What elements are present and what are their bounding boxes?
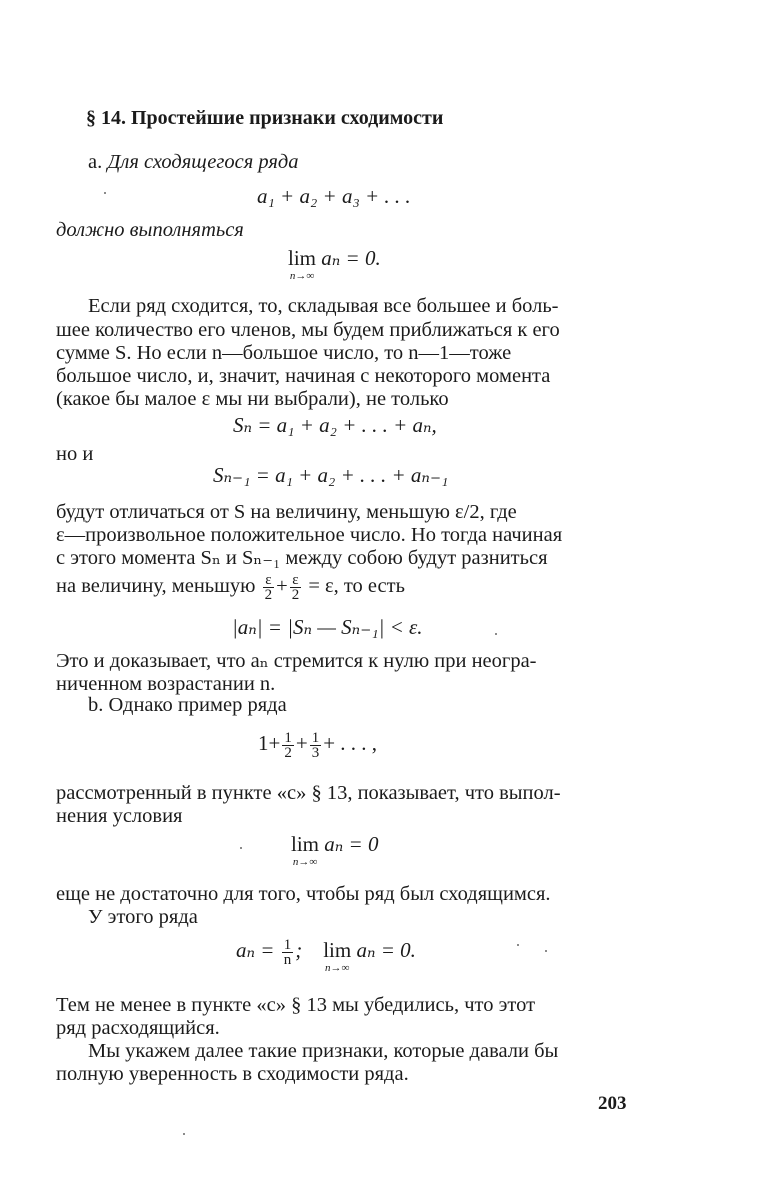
no-i-text: но и [56, 443, 94, 465]
scan-speck [104, 192, 106, 194]
para7-line-1: Мы укажем далее такие признаки, которые давали бы [88, 1040, 559, 1062]
para6-line-2: ряд расходящийся. [56, 1017, 220, 1039]
formula-abs: |aₙ| = |Sₙ — Sₙ₋₁| < ε. [232, 615, 423, 639]
fraction-1-2: $\frac{1}{2}$ [284, 729, 292, 761]
item-b: b. Однако пример ряда [88, 694, 287, 716]
para2-line-4-after: = ε, то есть [308, 575, 405, 598]
fraction-eps-2-a: $\frac{\varepsilon}{2}$ [264, 572, 273, 603]
formula-an: aₙ = $\frac{1}{n}$ ; lim n→∞ aₙ = 0. [236, 936, 416, 974]
para1-line-2: шее количество его членов, мы будем приближаться к его [56, 319, 560, 341]
para1-line-5: (какое бы малое ε мы ни выбрали), не только [56, 388, 449, 410]
scan-speck [517, 944, 519, 946]
para6-line-1: Тем не менее в пункте «с» § 13 мы убедились, что этот [56, 994, 536, 1016]
para4-line-1: рассмотренный в пункте «с» § 13, показывает, что выпол- [56, 782, 561, 804]
para3-line-2: ниченном возрастании n. [56, 673, 276, 695]
formula-limit-2 [291, 831, 378, 868]
page-number: 203 [598, 1093, 627, 1114]
formula-limit [288, 245, 381, 282]
fraction-eps-2-b: $\frac{\varepsilon}{2}$ [291, 572, 300, 603]
scan-speck [240, 847, 242, 849]
item-a [88, 150, 299, 174]
item-a-marker: a. [88, 151, 103, 173]
scan-speck [495, 633, 497, 635]
must-hold-text: должно выполняться [56, 219, 244, 241]
para2-line-4-before: на величину, меньшую [56, 575, 256, 598]
lim-operator-2: lim n→∞ [291, 832, 320, 868]
para1-line-3: сумме S. Но если n—большое число, то n—1—тоже [56, 342, 512, 364]
para7-line-2: полную уверенность в сходимости ряда. [56, 1063, 409, 1085]
scan-speck [545, 950, 547, 952]
fraction-1-3: $\frac{1}{3}$ [311, 729, 320, 761]
para4-line-2: нения условия [56, 805, 183, 827]
para2-line-3: с этого момента Sₙ и Sₙ₋₁ между собою будут разниться [56, 547, 548, 569]
item-a-text: Для сходящегося ряда [107, 151, 299, 173]
formula-series: a₁ + a₂ + a₃ + . . . [257, 184, 411, 208]
para1-line-4: большое число, и, значит, начиная с некоторого момента [56, 365, 551, 387]
para1-line-1: Если ряд сходится, то, складывая все большее и боль- [88, 295, 559, 317]
formula-Sn-minus-1: Sₙ₋₁ = a₁ + a₂ + . . . + aₙ₋₁ [213, 463, 449, 487]
para5-line-1: еще не достаточно для того, чтобы ряд был сходящимся. [56, 883, 551, 905]
limit-expression-2: aₙ = 0 [324, 832, 379, 856]
para2-line-4: на величину, меньшую $\frac{\varepsilon}{2}$ + $\frac{\varepsilon}{2}$ = ε, то есть [56, 572, 405, 603]
formula-harmonic: 1+ $\frac{1}{2}$ + $\frac{1}{3}$ + . . . , [258, 729, 378, 761]
section-heading: § 14. Простейшие признаки сходимости [86, 107, 444, 129]
para2-line-1: будут отличаться от S на величину, меньшую ε/2, где [56, 501, 517, 523]
lim-operator: lim n→∞ [288, 246, 317, 282]
lim-operator-3: lim n→∞ [323, 938, 352, 974]
para2-line-2: ε—произвольное положительное число. Но тогда начиная [56, 524, 563, 546]
scan-speck [183, 1133, 185, 1135]
fraction-1-n: $\frac{1}{n}$ [283, 936, 292, 968]
limit-expression: aₙ = 0. [321, 246, 381, 270]
para3-line-1: Это и доказывает, что aₙ стремится к нулю при неогра- [56, 650, 537, 672]
para5-line-2: У этого ряда [88, 906, 198, 928]
formula-Sn: Sₙ = a₁ + a₂ + . . . + aₙ, [233, 413, 437, 437]
